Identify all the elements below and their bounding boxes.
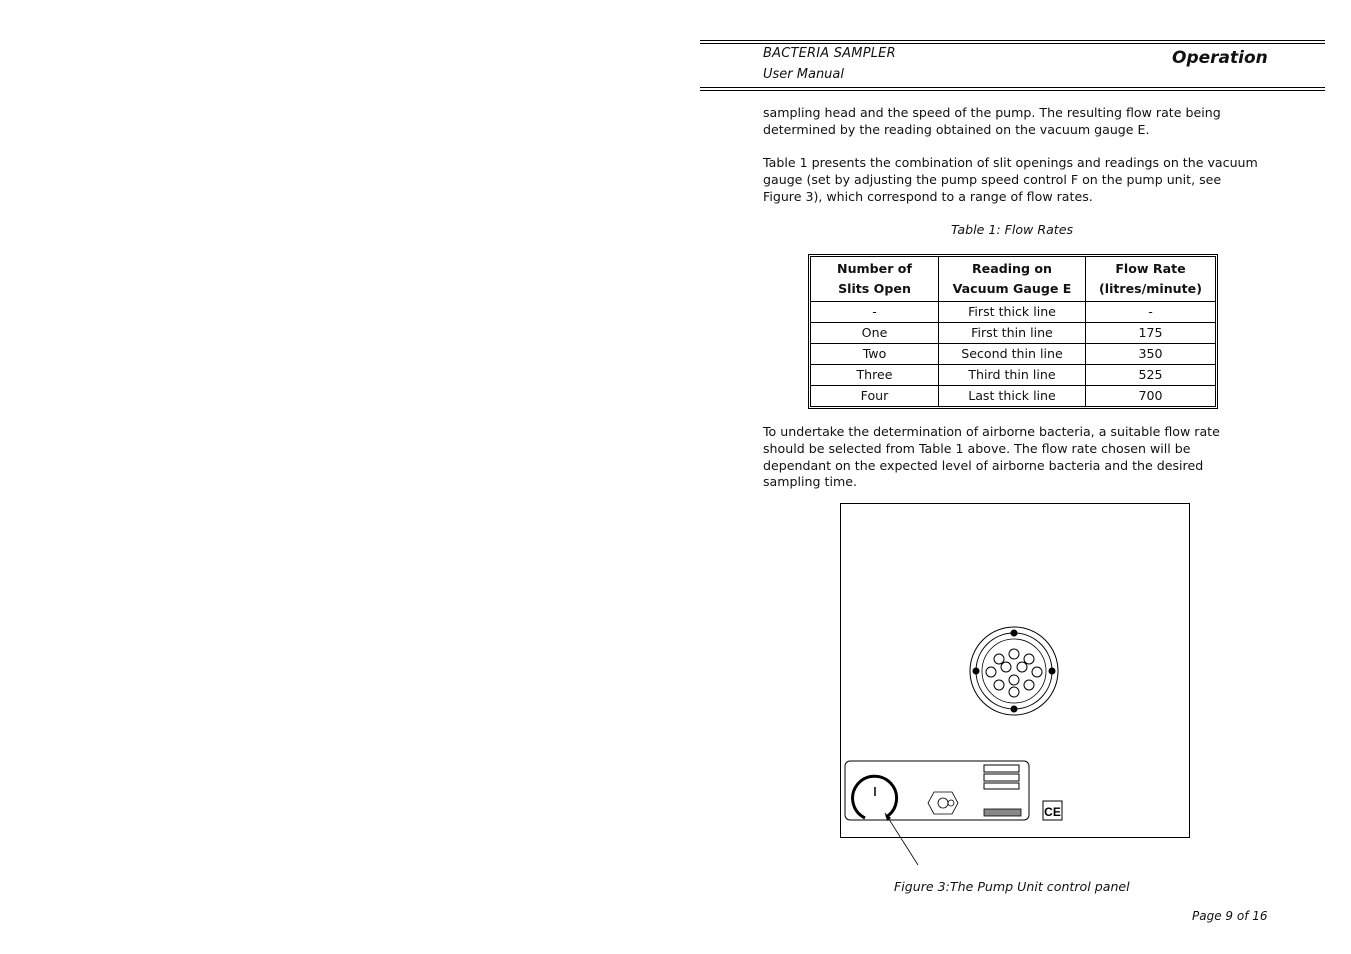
table-cell: 700	[1086, 386, 1216, 407]
table-cell: 175	[1086, 323, 1216, 344]
pump-unit-figure	[840, 503, 1190, 838]
table-header-row	[811, 257, 1216, 302]
table-row	[811, 365, 1216, 386]
table-cell: Three	[811, 365, 939, 386]
section-title: Operation	[1172, 48, 1268, 68]
paragraph-select-flow-rate: To undertake the determination of airborne bacteria, a suitable flow rate should be selected from Table 1 above. The flow rate chosen will be dependant on the expected level of airborne bacteria and the desired sampling time.	[763, 424, 1220, 490]
toggle-switch-icon	[928, 792, 958, 814]
label-plate-middle	[984, 774, 1019, 781]
paragraph-table-description: Table 1 presents the combination of slit openings and readings on the vacuum gauge (set by adjusting the pump speed control F on the pump unit, see Figure 3), which correspond to a range of flow rates.	[763, 155, 1258, 204]
ce-mark-icon: CE	[1044, 805, 1061, 819]
table-cell: First thin line	[939, 323, 1086, 344]
header-bottom-rule-inner	[700, 90, 1325, 91]
table-cell: -	[811, 302, 939, 323]
callout-leader-line	[870, 800, 930, 870]
label-plate-bottom	[984, 783, 1019, 789]
table-cell: -	[1086, 302, 1216, 323]
table-cell: Four	[811, 386, 939, 407]
table-cell: 525	[1086, 365, 1216, 386]
table-row	[811, 386, 1216, 407]
header-top-rule	[700, 40, 1325, 41]
page-number: Page 9 of 16	[1192, 909, 1268, 923]
table-cell: First thick line	[939, 302, 1086, 323]
header-vacuum-gauge-reading: Reading on Vacuum Gauge E	[939, 257, 1086, 302]
table-cell: Third thin line	[939, 365, 1086, 386]
connector-socket-icon	[970, 627, 1058, 715]
rating-plate	[984, 809, 1021, 816]
table-cell: One	[811, 323, 939, 344]
table-cell: Last thick line	[939, 386, 1086, 407]
label-plate-top	[984, 765, 1019, 772]
figure-caption: Figure 3:The Pump Unit control panel	[894, 879, 1130, 894]
document-subtitle: User Manual	[763, 67, 845, 82]
header-bottom-rule	[700, 87, 1325, 88]
header-slits-open: Number of Slits Open	[811, 257, 939, 302]
table-cell: Two	[811, 344, 939, 365]
table-cell: 350	[1086, 344, 1216, 365]
table-caption: Table 1: Flow Rates	[951, 222, 1074, 237]
paragraph-flow-rate-intro: sampling head and the speed of the pump. The resulting flow rate being determined by the reading obtained on the vacuum gauge E.	[763, 105, 1221, 137]
header-top-rule-inner	[700, 43, 1325, 44]
flow-rates-table	[808, 254, 1218, 409]
table-row	[811, 323, 1216, 344]
header-flow-rate: Flow Rate (litres/minute)	[1086, 257, 1216, 302]
document-title: BACTERIA SAMPLER	[763, 46, 896, 61]
pump-unit-drawing	[841, 504, 1189, 837]
table-cell: Second thin line	[939, 344, 1086, 365]
table-row	[811, 344, 1216, 365]
table-row	[811, 302, 1216, 323]
